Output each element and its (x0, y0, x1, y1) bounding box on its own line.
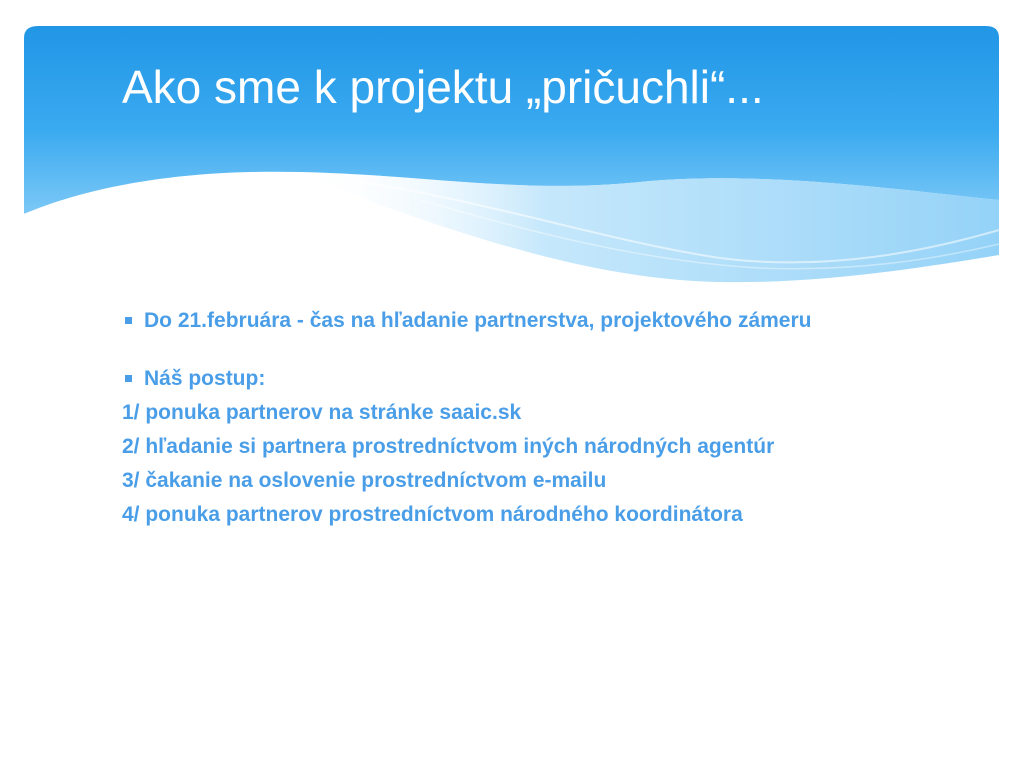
square-bullet-icon (125, 317, 132, 324)
bullet-item-procedure (122, 366, 902, 392)
step-item-3: 3/ čakanie na oslovenie prostredníctvom e-mailu (122, 469, 607, 492)
bullet-text: Do 21.februára - čas na hľadanie partnerstva, projektového zámeru (144, 309, 812, 332)
bullet-text: Náš postup: (144, 367, 266, 390)
step-item-4: 4/ ponuka partnerov prostredníctvom národného koordinátora (122, 503, 743, 526)
bullet-item-deadline (122, 308, 902, 334)
slide-title: Ako sme k projektu „pričuchli“... (122, 61, 764, 113)
header-wave-background (0, 0, 1024, 300)
square-bullet-icon (125, 375, 132, 382)
step-item-1: 1/ ponuka partnerov na stránke saaic.sk (122, 401, 522, 424)
slide-content (122, 308, 902, 528)
step-item-2: 2/ hľadanie si partnera prostredníctvom iných národných agentúr (122, 435, 775, 458)
